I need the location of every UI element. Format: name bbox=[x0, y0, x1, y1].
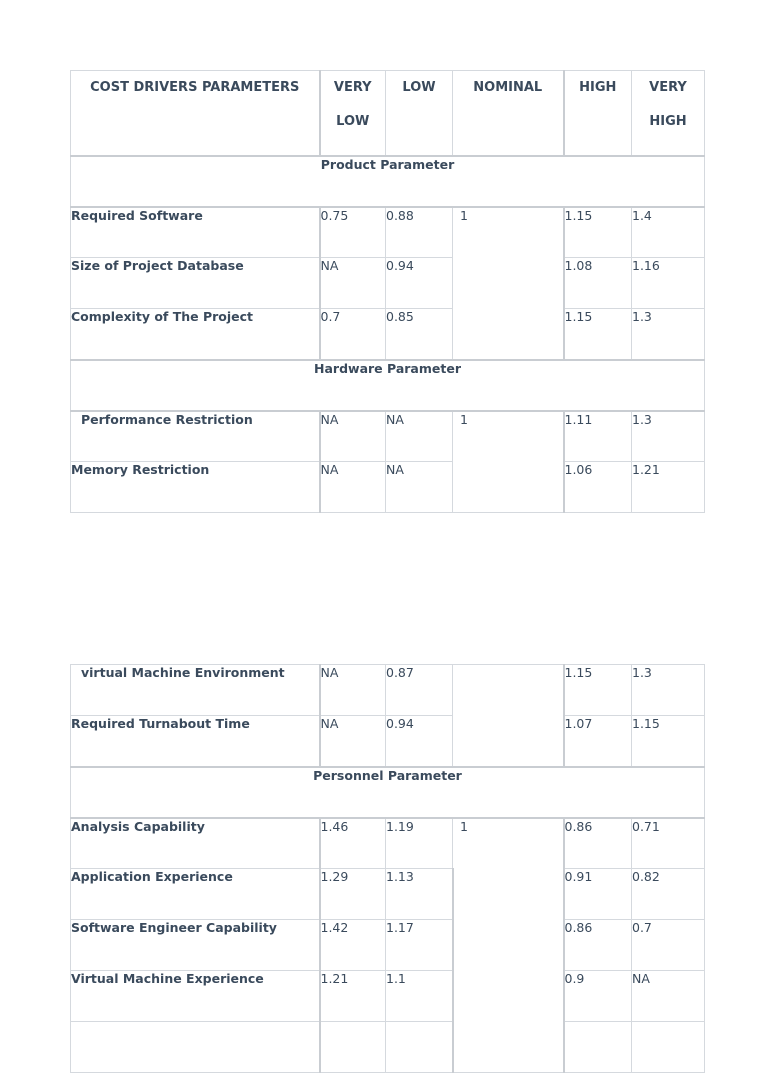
cell-very-high: 0.7 bbox=[632, 920, 705, 971]
cell-nominal bbox=[453, 869, 564, 920]
cell-low: 1.17 bbox=[386, 920, 453, 971]
table-row bbox=[71, 971, 705, 1022]
row-label: Required Turnabout Time bbox=[71, 716, 320, 767]
header-high: HIGH bbox=[564, 71, 632, 156]
cell-high: 1.15 bbox=[564, 665, 632, 716]
table-row bbox=[71, 462, 705, 513]
cell-nominal bbox=[453, 716, 564, 767]
cell-high: 0.91 bbox=[564, 869, 632, 920]
header-parameters: COST DRIVERS PARAMETERS bbox=[71, 71, 320, 156]
cell-very-low: NA bbox=[320, 258, 386, 309]
cell-high: 1.07 bbox=[564, 716, 632, 767]
cell-very-high bbox=[632, 1022, 705, 1073]
table-header-row bbox=[71, 71, 705, 156]
section-title-product: Product Parameter bbox=[71, 156, 705, 207]
cell-nominal: 1 bbox=[453, 207, 564, 258]
cell-very-high: 1.3 bbox=[632, 411, 705, 462]
cell-very-low: NA bbox=[320, 665, 386, 716]
cell-very-high: 1.15 bbox=[632, 716, 705, 767]
section-title-personnel: Personnel Parameter bbox=[71, 767, 705, 818]
table-row bbox=[71, 207, 705, 258]
cell-very-high: 1.16 bbox=[632, 258, 705, 309]
table-row bbox=[71, 309, 705, 360]
cell-low: 1.1 bbox=[386, 971, 453, 1022]
table-row bbox=[71, 258, 705, 309]
row-label: Memory Restriction bbox=[71, 462, 320, 513]
cell-very-low: NA bbox=[320, 462, 386, 513]
cell-high: 1.06 bbox=[564, 462, 632, 513]
header-nominal: NOMINAL bbox=[453, 71, 564, 156]
cell-very-high: NA bbox=[632, 971, 705, 1022]
cell-nominal bbox=[453, 462, 564, 513]
cell-high: 0.86 bbox=[564, 818, 632, 869]
cell-nominal bbox=[453, 1022, 564, 1073]
cell-low bbox=[386, 1022, 453, 1073]
cell-low: NA bbox=[386, 462, 453, 513]
row-label: Performance Restriction bbox=[71, 411, 320, 462]
cell-low: 1.13 bbox=[386, 869, 453, 920]
header-very-low: VERY LOW bbox=[320, 71, 386, 156]
cell-nominal bbox=[453, 971, 564, 1022]
row-label bbox=[71, 1022, 320, 1073]
cell-very-high: 0.71 bbox=[632, 818, 705, 869]
cell-very-high: 1.21 bbox=[632, 462, 705, 513]
section-row bbox=[71, 767, 705, 818]
row-label: Software Engineer Capability bbox=[71, 920, 320, 971]
row-label: Application Experience bbox=[71, 869, 320, 920]
cell-very-low: 1.46 bbox=[320, 818, 386, 869]
table-row bbox=[71, 665, 705, 716]
cell-very-low: 1.21 bbox=[320, 971, 386, 1022]
cell-very-low: NA bbox=[320, 411, 386, 462]
cell-nominal bbox=[453, 665, 564, 716]
cell-nominal bbox=[453, 258, 564, 309]
cell-very-low: 1.42 bbox=[320, 920, 386, 971]
cell-very-high: 0.82 bbox=[632, 869, 705, 920]
cell-very-high: 1.3 bbox=[632, 665, 705, 716]
cell-nominal bbox=[453, 920, 564, 971]
cell-low: 1.19 bbox=[386, 818, 453, 869]
cell-low: NA bbox=[386, 411, 453, 462]
cell-low: 0.87 bbox=[386, 665, 453, 716]
cost-drivers-table-bottom bbox=[70, 664, 705, 1073]
cell-very-high: 1.3 bbox=[632, 309, 705, 360]
table-row bbox=[71, 1022, 705, 1073]
cell-very-high: 1.4 bbox=[632, 207, 705, 258]
row-label: Virtual Machine Experience bbox=[71, 971, 320, 1022]
row-label: Complexity of The Project bbox=[71, 309, 320, 360]
cell-very-low bbox=[320, 1022, 386, 1073]
cell-high: 1.11 bbox=[564, 411, 632, 462]
row-label: Size of Project Database bbox=[71, 258, 320, 309]
table-row bbox=[71, 818, 705, 869]
row-label: Analysis Capability bbox=[71, 818, 320, 869]
header-very-high: VERY HIGH bbox=[632, 71, 705, 156]
cell-high: 0.9 bbox=[564, 971, 632, 1022]
cell-nominal: 1 bbox=[453, 818, 564, 869]
table-row bbox=[71, 869, 705, 920]
cell-low: 0.88 bbox=[386, 207, 453, 258]
table-row bbox=[71, 716, 705, 767]
cell-nominal: 1 bbox=[453, 411, 564, 462]
cell-very-low: 0.75 bbox=[320, 207, 386, 258]
cell-high: 0.86 bbox=[564, 920, 632, 971]
cell-high: 1.08 bbox=[564, 258, 632, 309]
cell-very-low: 0.7 bbox=[320, 309, 386, 360]
cost-drivers-table-top bbox=[70, 70, 705, 513]
cell-low: 0.94 bbox=[386, 716, 453, 767]
header-low: LOW bbox=[386, 71, 453, 156]
cell-high: 1.15 bbox=[564, 309, 632, 360]
row-label: Required Software bbox=[71, 207, 320, 258]
cell-nominal bbox=[453, 309, 564, 360]
cell-low: 0.94 bbox=[386, 258, 453, 309]
section-title-hardware: Hardware Parameter bbox=[71, 360, 705, 411]
section-row bbox=[71, 156, 705, 207]
table-row bbox=[71, 411, 705, 462]
cell-very-low: 1.29 bbox=[320, 869, 386, 920]
cell-high bbox=[564, 1022, 632, 1073]
table-row bbox=[71, 920, 705, 971]
cell-low: 0.85 bbox=[386, 309, 453, 360]
row-label: virtual Machine Environment bbox=[71, 665, 320, 716]
cell-high: 1.15 bbox=[564, 207, 632, 258]
cell-very-low: NA bbox=[320, 716, 386, 767]
section-row bbox=[71, 360, 705, 411]
